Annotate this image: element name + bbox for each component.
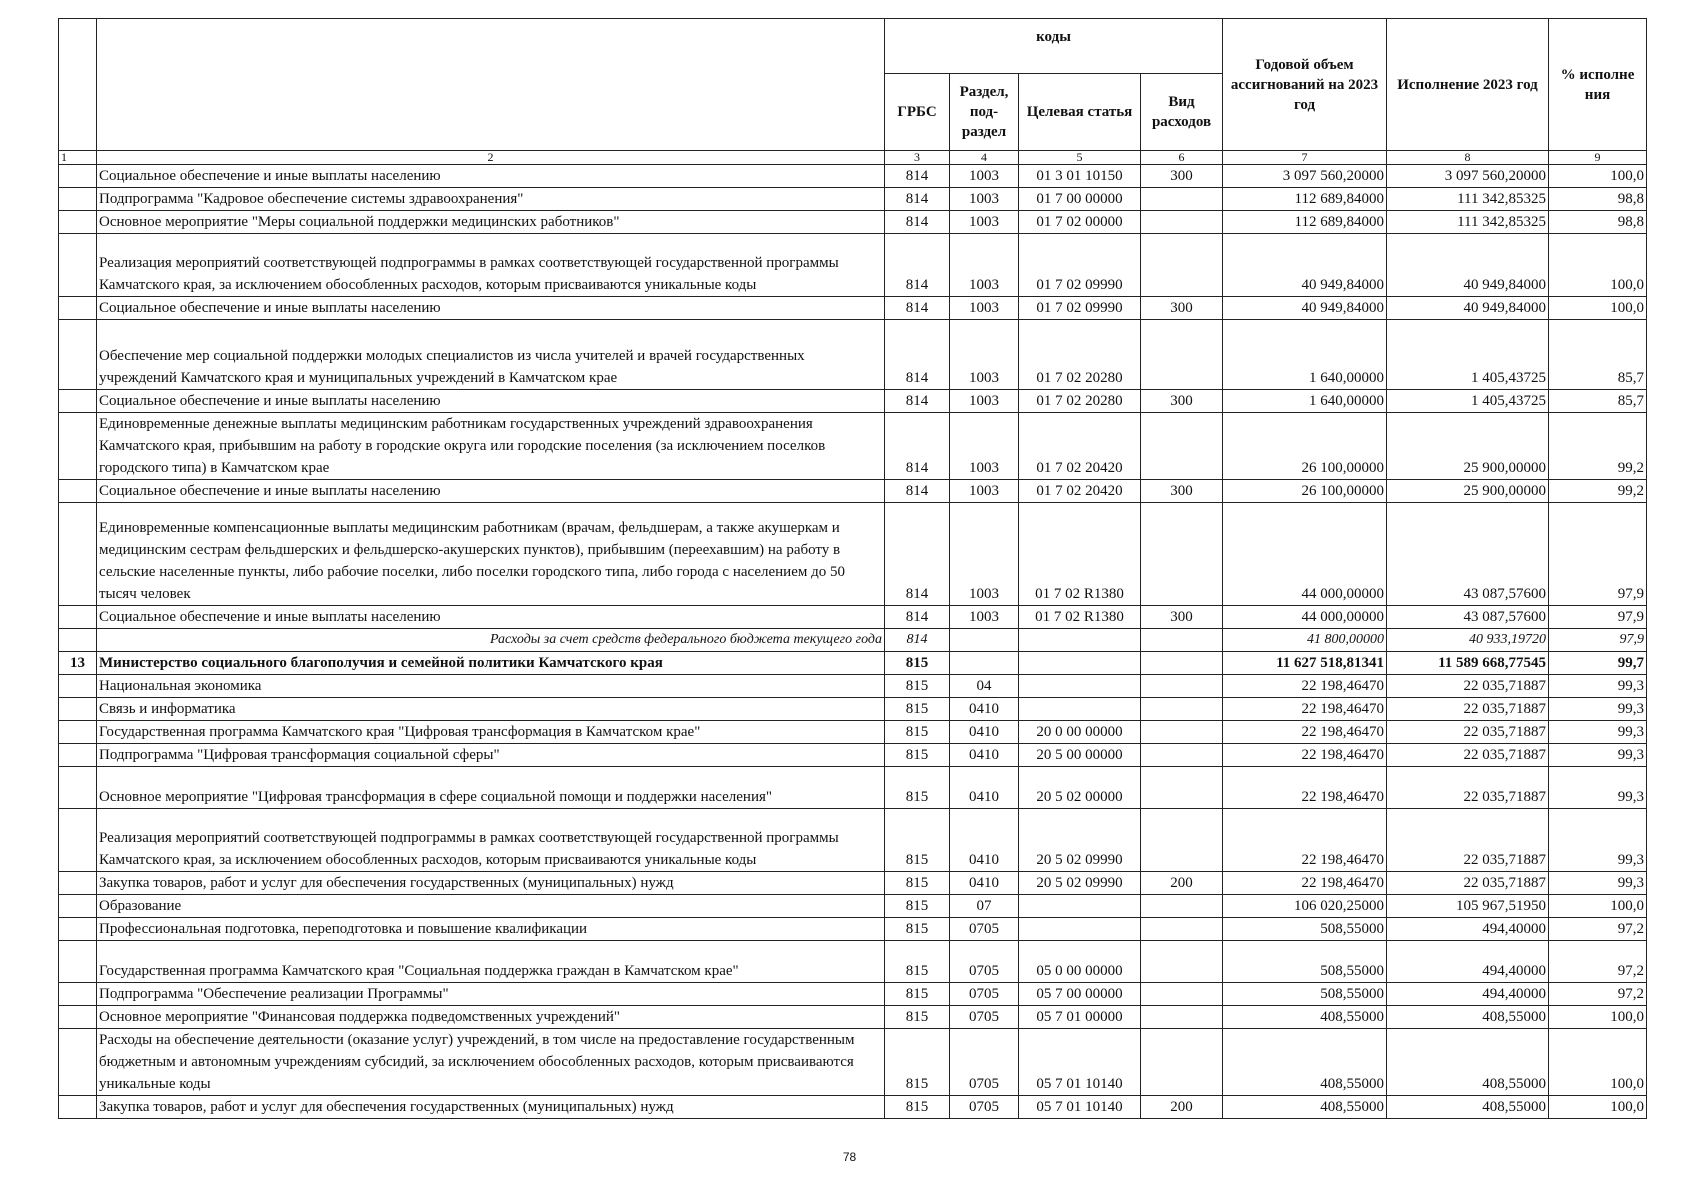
row-grbs: 814 — [885, 297, 950, 320]
row-target-article: 01 7 02 20420 — [1019, 480, 1141, 503]
row-percent: 97,2 — [1549, 918, 1647, 941]
table-row — [59, 1029, 1647, 1096]
row-grbs: 814 — [885, 211, 950, 234]
row-grbs: 815 — [885, 1006, 950, 1029]
row-execution-amount: 494,40000 — [1387, 941, 1549, 983]
header-row-top — [59, 19, 1647, 74]
row-annual-amount: 408,55000 — [1223, 1096, 1387, 1119]
row-percent: 99,3 — [1549, 872, 1647, 895]
row-percent: 99,3 — [1549, 767, 1647, 809]
row-expense-kind — [1141, 629, 1223, 652]
row-number — [59, 1096, 97, 1119]
table-row — [59, 721, 1647, 744]
row-name: Государственная программа Камчатского края "Цифровая трансформация в Камчатском крае" — [97, 721, 885, 744]
row-name: Образование — [97, 895, 885, 918]
row-percent: 99,2 — [1549, 413, 1647, 480]
row-target-article: 20 5 02 09990 — [1019, 872, 1141, 895]
row-execution-amount: 22 035,71887 — [1387, 872, 1549, 895]
row-execution-amount: 22 035,71887 — [1387, 767, 1549, 809]
row-number — [59, 918, 97, 941]
row-execution-amount: 22 035,71887 — [1387, 721, 1549, 744]
row-expense-kind — [1141, 413, 1223, 480]
budget-execution-table — [58, 18, 1647, 1119]
row-annual-amount: 40 949,84000 — [1223, 234, 1387, 297]
colnum-9: 9 — [1549, 151, 1647, 165]
row-target-article: 20 5 00 00000 — [1019, 744, 1141, 767]
table-row — [59, 1006, 1647, 1029]
header-annual: Годовой объем ассигнований на 2023 год — [1223, 19, 1387, 151]
row-expense-kind — [1141, 941, 1223, 983]
row-target-article — [1019, 629, 1141, 652]
row-expense-kind — [1141, 675, 1223, 698]
colnum-8: 8 — [1387, 151, 1549, 165]
row-expense-kind — [1141, 211, 1223, 234]
table-row — [59, 767, 1647, 809]
row-name: Единовременные денежные выплаты медицинским работникам государственных учреждений здравоохранения Камчатского края, прибывшим на работу в городские округа или городские поселения (за исключением поселков городского типа) в Камчатском крае — [97, 413, 885, 480]
row-percent: 97,2 — [1549, 983, 1647, 1006]
row-annual-amount: 40 949,84000 — [1223, 297, 1387, 320]
row-annual-amount: 112 689,84000 — [1223, 211, 1387, 234]
row-execution-amount: 25 900,00000 — [1387, 480, 1549, 503]
row-execution-amount: 408,55000 — [1387, 1096, 1549, 1119]
colnum-3: 3 — [885, 151, 950, 165]
row-percent: 85,7 — [1549, 320, 1647, 390]
row-expense-kind: 300 — [1141, 297, 1223, 320]
row-grbs: 815 — [885, 941, 950, 983]
table-row — [59, 297, 1647, 320]
row-grbs: 815 — [885, 809, 950, 872]
table-row — [59, 188, 1647, 211]
row-number — [59, 188, 97, 211]
table-row — [59, 918, 1647, 941]
row-expense-kind — [1141, 721, 1223, 744]
row-number — [59, 895, 97, 918]
row-percent: 99,3 — [1549, 744, 1647, 767]
row-grbs: 815 — [885, 698, 950, 721]
table-row — [59, 165, 1647, 188]
row-execution-amount: 22 035,71887 — [1387, 809, 1549, 872]
row-expense-kind — [1141, 895, 1223, 918]
row-execution-amount: 22 035,71887 — [1387, 744, 1549, 767]
row-section — [950, 629, 1019, 652]
row-number — [59, 983, 97, 1006]
row-target-article: 01 7 00 00000 — [1019, 188, 1141, 211]
row-annual-amount: 508,55000 — [1223, 983, 1387, 1006]
row-grbs: 815 — [885, 872, 950, 895]
row-percent: 97,9 — [1549, 606, 1647, 629]
row-expense-kind — [1141, 809, 1223, 872]
row-expense-kind — [1141, 320, 1223, 390]
row-grbs: 815 — [885, 895, 950, 918]
row-number — [59, 698, 97, 721]
row-target-article: 05 7 01 10140 — [1019, 1029, 1141, 1096]
row-number — [59, 809, 97, 872]
row-section: 1003 — [950, 503, 1019, 606]
row-percent: 99,7 — [1549, 652, 1647, 675]
row-number — [59, 675, 97, 698]
row-execution-amount: 494,40000 — [1387, 918, 1549, 941]
header-exec: Исполнение 2023 год — [1387, 19, 1549, 151]
row-name: Министерство социального благополучия и семейной политики Камчатского края — [97, 652, 885, 675]
row-annual-amount: 22 198,46470 — [1223, 744, 1387, 767]
row-section: 0705 — [950, 941, 1019, 983]
row-number — [59, 297, 97, 320]
row-annual-amount: 3 097 560,20000 — [1223, 165, 1387, 188]
row-execution-amount: 11 589 668,77545 — [1387, 652, 1549, 675]
row-percent: 85,7 — [1549, 390, 1647, 413]
row-annual-amount: 22 198,46470 — [1223, 675, 1387, 698]
row-number — [59, 390, 97, 413]
row-section: 0410 — [950, 767, 1019, 809]
row-percent: 100,0 — [1549, 1006, 1647, 1029]
row-section: 0705 — [950, 1029, 1019, 1096]
row-number: 13 — [59, 652, 97, 675]
row-name: Национальная экономика — [97, 675, 885, 698]
row-target-article — [1019, 918, 1141, 941]
row-execution-amount: 494,40000 — [1387, 983, 1549, 1006]
row-number — [59, 767, 97, 809]
row-grbs: 815 — [885, 767, 950, 809]
colnum-5: 5 — [1019, 151, 1141, 165]
row-expense-kind — [1141, 652, 1223, 675]
row-expense-kind: 300 — [1141, 165, 1223, 188]
table-row — [59, 629, 1647, 652]
row-grbs: 814 — [885, 165, 950, 188]
budget-table-sheet — [58, 18, 1646, 1119]
table-body — [59, 165, 1647, 1119]
table-row — [59, 234, 1647, 297]
table-row — [59, 390, 1647, 413]
row-number — [59, 744, 97, 767]
row-annual-amount: 408,55000 — [1223, 1029, 1387, 1096]
row-section: 0410 — [950, 872, 1019, 895]
row-grbs: 815 — [885, 721, 950, 744]
row-number — [59, 320, 97, 390]
row-expense-kind: 300 — [1141, 390, 1223, 413]
row-section: 1003 — [950, 165, 1019, 188]
row-name: Расходы на обеспечение деятельности (оказание услуг) учреждений, в том числе на предоставление государственным бюджетным и автономным учреждениям субсидий, за исключением обособленных расходов, которым присваиваются уникальные коды — [97, 1029, 885, 1096]
row-annual-amount: 508,55000 — [1223, 941, 1387, 983]
row-target-article: 01 7 02 00000 — [1019, 211, 1141, 234]
row-name: Основное мероприятие "Финансовая поддержка подведомственных учреждений" — [97, 1006, 885, 1029]
row-execution-amount: 105 967,51950 — [1387, 895, 1549, 918]
row-annual-amount: 22 198,46470 — [1223, 809, 1387, 872]
colnum-2: 2 — [97, 151, 885, 165]
row-section: 0410 — [950, 744, 1019, 767]
row-annual-amount: 508,55000 — [1223, 918, 1387, 941]
row-annual-amount: 11 627 518,81341 — [1223, 652, 1387, 675]
header-grbs: ГРБС — [885, 74, 950, 151]
row-percent: 99,3 — [1549, 698, 1647, 721]
row-target-article: 20 5 02 00000 — [1019, 767, 1141, 809]
row-annual-amount: 408,55000 — [1223, 1006, 1387, 1029]
row-annual-amount: 41 800,00000 — [1223, 629, 1387, 652]
column-numbers-row — [59, 151, 1647, 165]
row-grbs: 815 — [885, 918, 950, 941]
row-percent: 99,2 — [1549, 480, 1647, 503]
header-codes: коды — [885, 19, 1223, 74]
row-annual-amount: 22 198,46470 — [1223, 698, 1387, 721]
row-target-article: 20 5 02 09990 — [1019, 809, 1141, 872]
row-grbs: 815 — [885, 744, 950, 767]
row-name: Закупка товаров, работ и услуг для обеспечения государственных (муниципальных) нужд — [97, 1096, 885, 1119]
row-name: Подпрограмма "Обеспечение реализации Программы" — [97, 983, 885, 1006]
row-percent: 100,0 — [1549, 297, 1647, 320]
header-num-cell — [59, 19, 97, 151]
row-target-article: 05 7 00 00000 — [1019, 983, 1141, 1006]
row-section: 0410 — [950, 809, 1019, 872]
row-section: 1003 — [950, 606, 1019, 629]
row-grbs: 815 — [885, 675, 950, 698]
row-expense-kind — [1141, 767, 1223, 809]
row-number — [59, 1006, 97, 1029]
row-section: 04 — [950, 675, 1019, 698]
row-section — [950, 652, 1019, 675]
row-name: Единовременные компенсационные выплаты медицинским работникам (врачам, фельдшерам, а также акушеркам и медицинским сестрам фельдшерских и фельдшерско-акушерских пунктов), прибывшим (переехавшим) на работу в сельские населенные пункты, либо рабочие поселки, либо поселки городского типа, либо города с населением до 50 тысяч человек — [97, 503, 885, 606]
table-row — [59, 675, 1647, 698]
row-section: 1003 — [950, 188, 1019, 211]
row-number — [59, 1029, 97, 1096]
row-grbs: 815 — [885, 1029, 950, 1096]
row-name: Подпрограмма "Кадровое обеспечение системы здравоохранения" — [97, 188, 885, 211]
row-execution-amount: 22 035,71887 — [1387, 698, 1549, 721]
row-number — [59, 211, 97, 234]
row-execution-amount: 1 405,43725 — [1387, 320, 1549, 390]
row-annual-amount: 106 020,25000 — [1223, 895, 1387, 918]
row-target-article — [1019, 675, 1141, 698]
page-number: 78 — [842, 1150, 857, 1164]
row-percent: 100,0 — [1549, 1029, 1647, 1096]
row-percent: 99,3 — [1549, 809, 1647, 872]
table-row — [59, 744, 1647, 767]
row-annual-amount: 44 000,00000 — [1223, 503, 1387, 606]
table-row — [59, 413, 1647, 480]
header-percent: % исполне ния — [1549, 19, 1647, 151]
row-target-article: 01 3 01 10150 — [1019, 165, 1141, 188]
row-section: 0410 — [950, 721, 1019, 744]
row-number — [59, 941, 97, 983]
row-execution-amount: 40 949,84000 — [1387, 234, 1549, 297]
row-percent: 97,9 — [1549, 503, 1647, 606]
row-grbs: 814 — [885, 390, 950, 413]
row-grbs: 814 — [885, 606, 950, 629]
table-row — [59, 211, 1647, 234]
row-target-article — [1019, 895, 1141, 918]
row-target-article: 01 7 02 20420 — [1019, 413, 1141, 480]
row-section: 0705 — [950, 983, 1019, 1006]
table-row — [59, 809, 1647, 872]
table-row — [59, 320, 1647, 390]
row-number — [59, 503, 97, 606]
row-section: 1003 — [950, 297, 1019, 320]
row-grbs: 815 — [885, 652, 950, 675]
row-target-article — [1019, 698, 1141, 721]
row-name: Обеспечение мер социальной поддержки молодых специалистов из числа учителей и врачей государственных учреждений Камчатского края и муниципальных учреждений в Камчатском крае — [97, 320, 885, 390]
row-name: Социальное обеспечение и иные выплаты населению — [97, 165, 885, 188]
row-percent: 97,2 — [1549, 941, 1647, 983]
colnum-4: 4 — [950, 151, 1019, 165]
row-grbs: 814 — [885, 413, 950, 480]
row-expense-kind — [1141, 503, 1223, 606]
row-expense-kind — [1141, 234, 1223, 297]
row-number — [59, 413, 97, 480]
row-section: 1003 — [950, 480, 1019, 503]
row-section: 07 — [950, 895, 1019, 918]
row-name: Социальное обеспечение и иные выплаты населению — [97, 390, 885, 413]
row-number — [59, 721, 97, 744]
table-row — [59, 503, 1647, 606]
row-section: 0410 — [950, 698, 1019, 721]
row-expense-kind: 300 — [1141, 480, 1223, 503]
row-expense-kind — [1141, 983, 1223, 1006]
row-percent: 99,3 — [1549, 721, 1647, 744]
row-name: Связь и информатика — [97, 698, 885, 721]
row-annual-amount: 44 000,00000 — [1223, 606, 1387, 629]
table-row — [59, 606, 1647, 629]
row-percent: 100,0 — [1549, 234, 1647, 297]
row-execution-amount: 25 900,00000 — [1387, 413, 1549, 480]
row-number — [59, 165, 97, 188]
row-expense-kind — [1141, 188, 1223, 211]
row-percent: 99,3 — [1549, 675, 1647, 698]
row-grbs: 814 — [885, 320, 950, 390]
row-name: Социальное обеспечение и иные выплаты населению — [97, 606, 885, 629]
row-target-article: 05 0 00 00000 — [1019, 941, 1141, 983]
row-expense-kind — [1141, 1029, 1223, 1096]
table-row — [59, 895, 1647, 918]
row-expense-kind — [1141, 1006, 1223, 1029]
row-name: Подпрограмма "Цифровая трансформация социальной сферы" — [97, 744, 885, 767]
header-kind: Вид расходов — [1141, 74, 1223, 151]
row-number — [59, 606, 97, 629]
row-execution-amount: 1 405,43725 — [1387, 390, 1549, 413]
row-number — [59, 234, 97, 297]
row-name: Социальное обеспечение и иные выплаты населению — [97, 297, 885, 320]
row-expense-kind: 200 — [1141, 1096, 1223, 1119]
row-execution-amount: 111 342,85325 — [1387, 211, 1549, 234]
row-grbs: 814 — [885, 629, 950, 652]
row-execution-amount: 43 087,57600 — [1387, 503, 1549, 606]
row-grbs: 815 — [885, 1096, 950, 1119]
row-annual-amount: 22 198,46470 — [1223, 872, 1387, 895]
row-annual-amount: 1 640,00000 — [1223, 320, 1387, 390]
row-grbs: 814 — [885, 188, 950, 211]
row-grbs: 814 — [885, 234, 950, 297]
row-annual-amount: 112 689,84000 — [1223, 188, 1387, 211]
row-section: 0705 — [950, 918, 1019, 941]
row-execution-amount: 408,55000 — [1387, 1006, 1549, 1029]
row-name: Основное мероприятие "Цифровая трансформация в сфере социальной помощи и поддержки населения" — [97, 767, 885, 809]
row-section: 1003 — [950, 234, 1019, 297]
row-grbs: 814 — [885, 503, 950, 606]
row-name: Социальное обеспечение и иные выплаты населению — [97, 480, 885, 503]
row-section: 1003 — [950, 390, 1019, 413]
row-annual-amount: 26 100,00000 — [1223, 413, 1387, 480]
row-expense-kind: 300 — [1141, 606, 1223, 629]
row-execution-amount: 408,55000 — [1387, 1029, 1549, 1096]
table-row — [59, 480, 1647, 503]
row-annual-amount: 1 640,00000 — [1223, 390, 1387, 413]
row-percent: 100,0 — [1549, 1096, 1647, 1119]
row-percent: 100,0 — [1549, 165, 1647, 188]
row-section: 0705 — [950, 1096, 1019, 1119]
row-target-article: 01 7 02 09990 — [1019, 297, 1141, 320]
table-row — [59, 872, 1647, 895]
row-target-article: 01 7 02 R1380 — [1019, 606, 1141, 629]
row-name: Закупка товаров, работ и услуг для обеспечения государственных (муниципальных) нужд — [97, 872, 885, 895]
row-grbs: 814 — [885, 480, 950, 503]
row-expense-kind — [1141, 698, 1223, 721]
row-name: Расходы за счет средств федерального бюджета текущего года — [97, 629, 885, 652]
row-expense-kind — [1141, 918, 1223, 941]
row-execution-amount: 3 097 560,20000 — [1387, 165, 1549, 188]
row-percent: 100,0 — [1549, 895, 1647, 918]
header-target: Целевая статья — [1019, 74, 1141, 151]
row-expense-kind: 200 — [1141, 872, 1223, 895]
row-execution-amount: 43 087,57600 — [1387, 606, 1549, 629]
row-target-article: 05 7 01 10140 — [1019, 1096, 1141, 1119]
row-percent: 97,9 — [1549, 629, 1647, 652]
table-row — [59, 698, 1647, 721]
row-execution-amount: 22 035,71887 — [1387, 675, 1549, 698]
row-annual-amount: 26 100,00000 — [1223, 480, 1387, 503]
row-expense-kind — [1141, 744, 1223, 767]
header-section: Раздел, под-раздел — [950, 74, 1019, 151]
colnum-7: 7 — [1223, 151, 1387, 165]
table-row — [59, 983, 1647, 1006]
table-row — [59, 1096, 1647, 1119]
row-target-article: 01 7 02 20280 — [1019, 320, 1141, 390]
row-target-article: 01 7 02 20280 — [1019, 390, 1141, 413]
row-name: Государственная программа Камчатского края "Социальная поддержка граждан в Камчатском крае" — [97, 941, 885, 983]
row-grbs: 815 — [885, 983, 950, 1006]
row-number — [59, 872, 97, 895]
row-section: 1003 — [950, 211, 1019, 234]
colnum-6: 6 — [1141, 151, 1223, 165]
row-execution-amount: 40 933,19720 — [1387, 629, 1549, 652]
row-name: Реализация мероприятий соответствующей подпрограммы в рамках соответствующей государственной программы Камчатского края, за исключением обособленных расходов, которым присваиваются уникальные коды — [97, 809, 885, 872]
row-section: 1003 — [950, 413, 1019, 480]
row-execution-amount: 40 949,84000 — [1387, 297, 1549, 320]
row-percent: 98,8 — [1549, 211, 1647, 234]
table-row — [59, 652, 1647, 675]
row-annual-amount: 22 198,46470 — [1223, 721, 1387, 744]
row-percent: 98,8 — [1549, 188, 1647, 211]
header-name-cell — [97, 19, 885, 151]
row-target-article — [1019, 652, 1141, 675]
row-number — [59, 629, 97, 652]
row-annual-amount: 22 198,46470 — [1223, 767, 1387, 809]
row-name: Профессиональная подготовка, переподготовка и повышение квалификации — [97, 918, 885, 941]
row-target-article: 01 7 02 09990 — [1019, 234, 1141, 297]
row-name: Основное мероприятие "Меры социальной поддержки медицинских работников" — [97, 211, 885, 234]
row-section: 0705 — [950, 1006, 1019, 1029]
row-section: 1003 — [950, 320, 1019, 390]
row-target-article: 05 7 01 00000 — [1019, 1006, 1141, 1029]
row-execution-amount: 111 342,85325 — [1387, 188, 1549, 211]
colnum-1: 1 — [59, 151, 97, 165]
row-target-article: 01 7 02 R1380 — [1019, 503, 1141, 606]
row-name: Реализация мероприятий соответствующей подпрограммы в рамках соответствующей государственной программы Камчатского края, за исключением обособленных расходов, которым присваиваются уникальные коды — [97, 234, 885, 297]
row-target-article: 20 0 00 00000 — [1019, 721, 1141, 744]
row-number — [59, 480, 97, 503]
table-row — [59, 941, 1647, 983]
